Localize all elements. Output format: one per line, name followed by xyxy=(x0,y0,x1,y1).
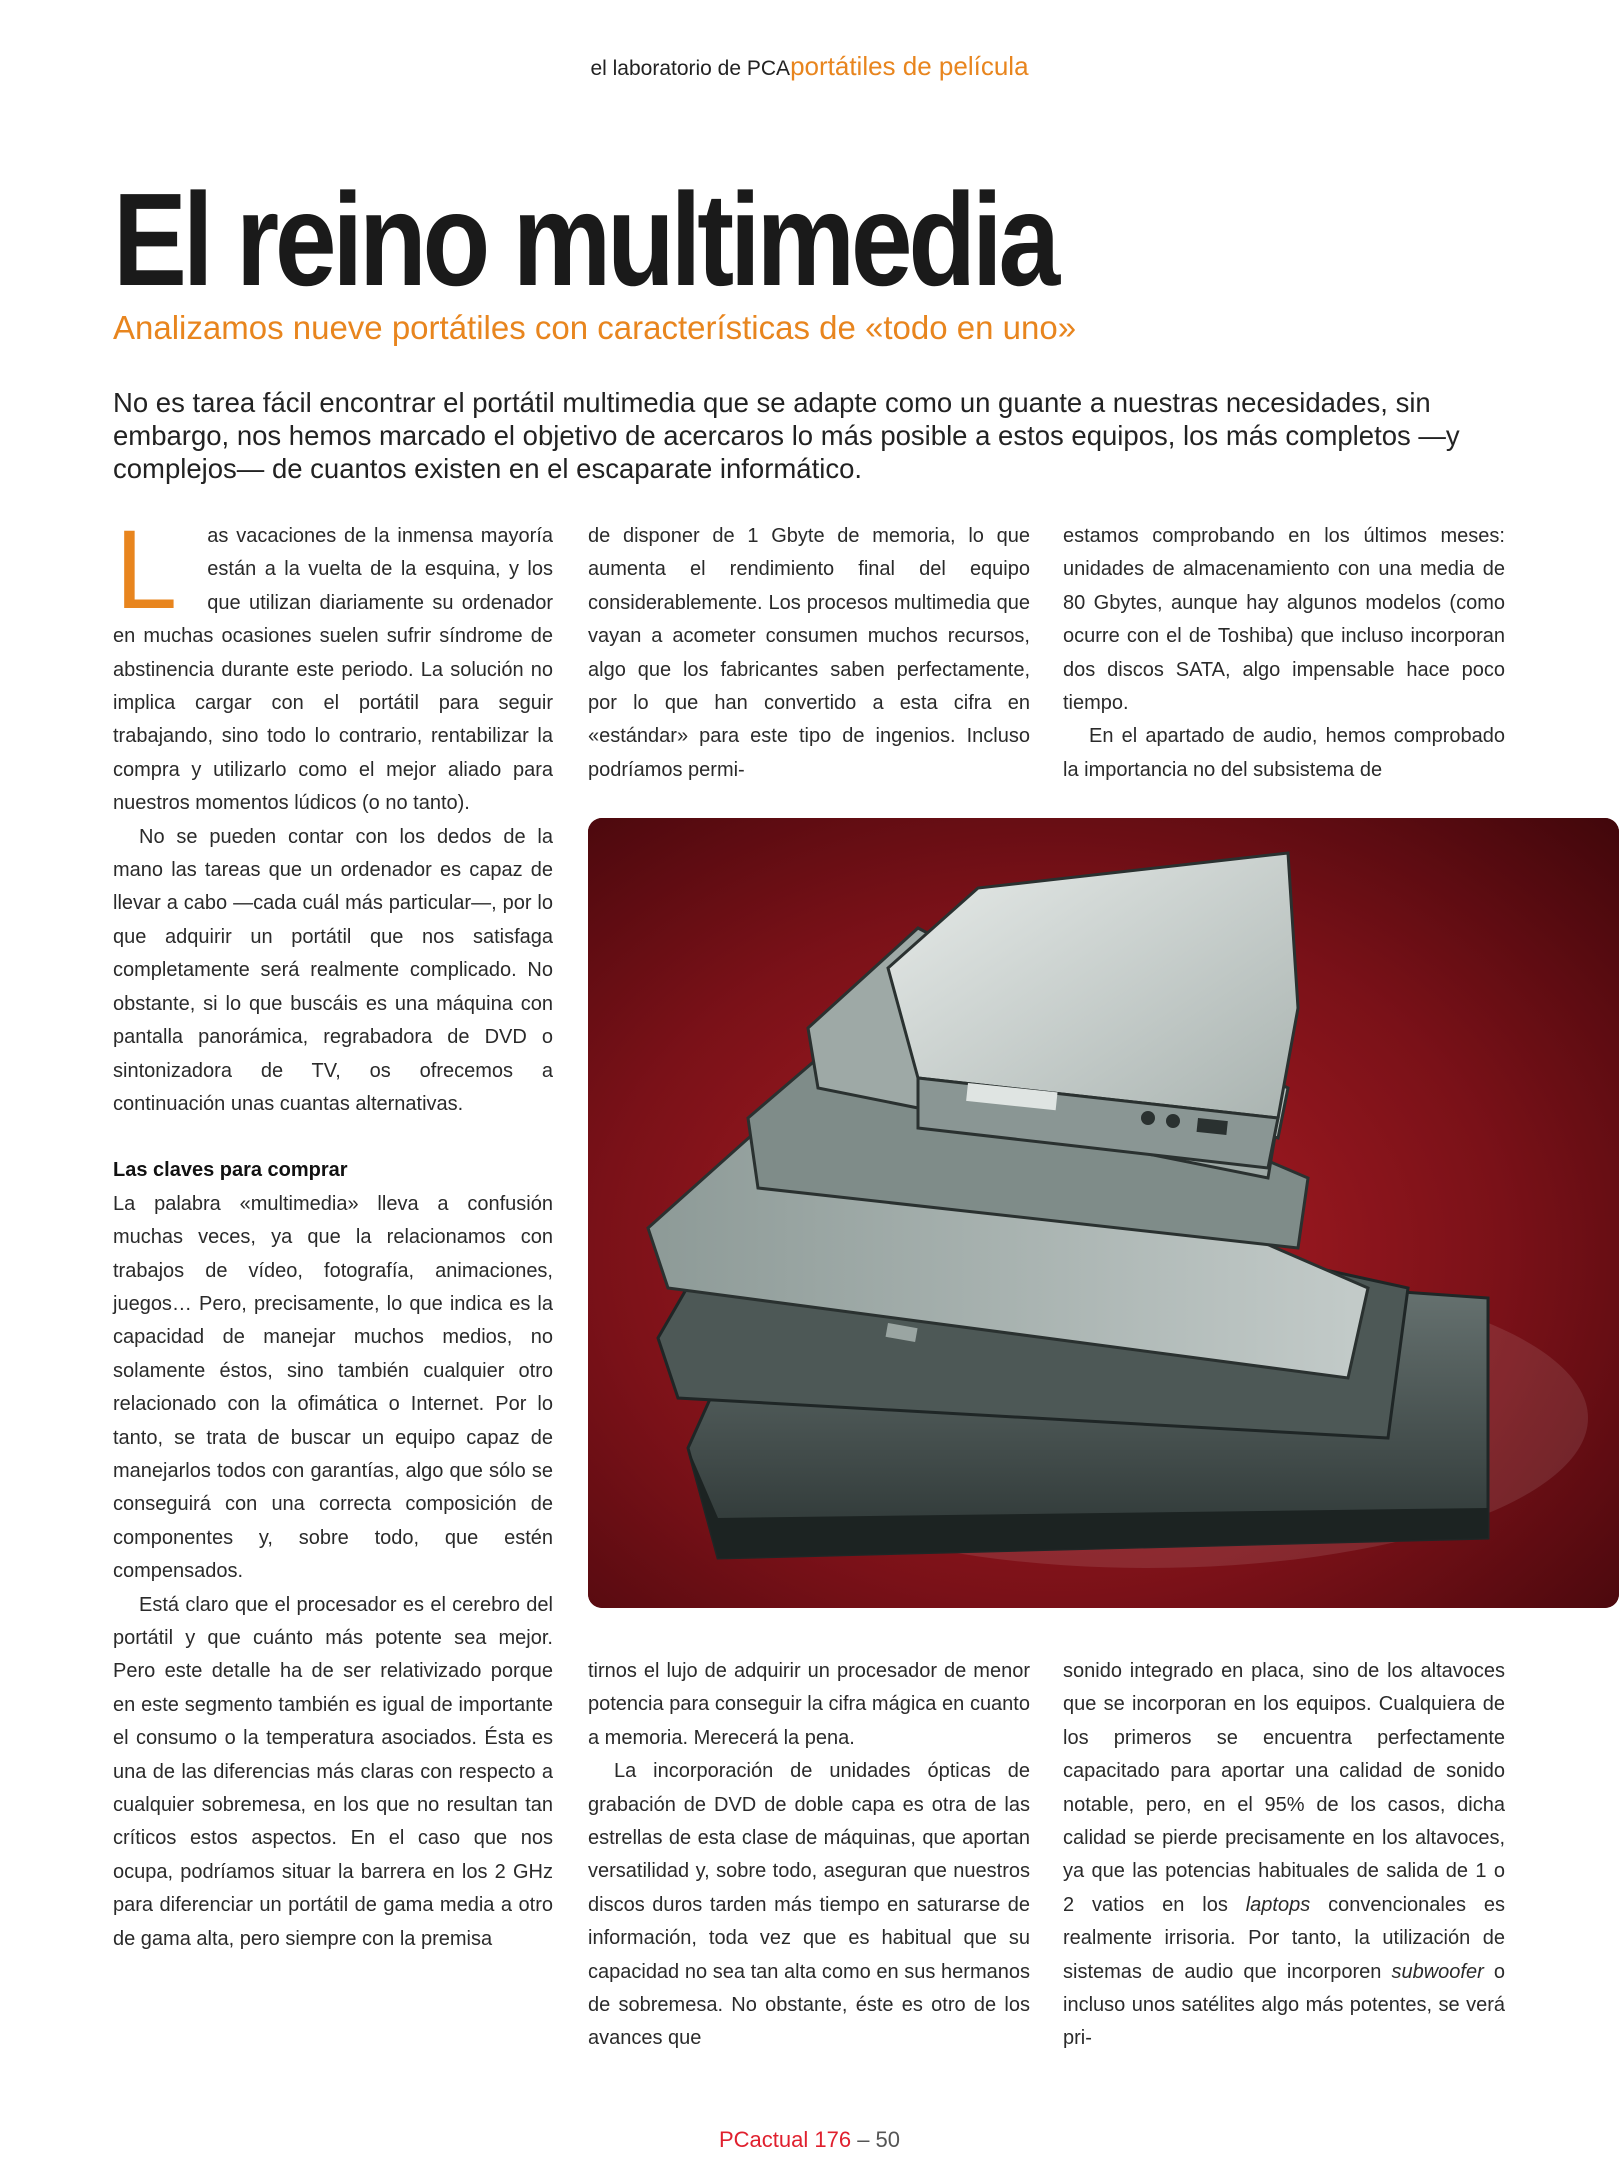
paragraph: estamos comprobando en los últimos meses: unidades de almacenamiento con una media de 80 Gbytes, aunque hay algunos modelos (como ocurre con el de Toshiba) que incluso incorporan dos discos SATA, algo impensable hace poco tiempo. xyxy=(1063,525,1505,715)
paragraph-intro xyxy=(113,507,553,821)
paragraph: La incorporación de unidades ópticas de grabación de DVD de doble capa es otra de las estrellas de esta clase de máquinas, que aportan versatilidad y, sobre todo, aseguran que nuestros discos duros tarden más tiempo en saturarse de información, toda vez que es habitual que su capacidad no sea tan alta como en sus hermanos de sobremesa. No obstante, éste es otro de los avances que xyxy=(588,1760,1030,2050)
column-2-top xyxy=(588,520,1030,787)
article-title: El reino multimedia xyxy=(113,166,1056,313)
drop-cap: L xyxy=(115,507,178,632)
magazine-section: el laboratorio de PCA xyxy=(590,57,791,80)
paragraph: No se pueden contar con los dedos de la mano las tareas que un ordenador es capaz de llevar a cabo —cada cuál más particular—, por lo que adquirir un portátil que nos satisfaga completamente será realmente complicado. No obstante, si lo que buscáis es una máquina con pantalla panorámica, regrabadora de DVD o sintonizadora de TV, os ofrecemos a continuación unas cuantas alternativas. xyxy=(113,825,553,1115)
column-2-bottom xyxy=(588,1655,1030,2056)
article-subtitle: Analizamos nueve portátiles con características de «todo en uno» xyxy=(113,309,1077,346)
column-1 xyxy=(113,507,553,1956)
paragraph: La palabra «multimedia» lleva a confusión muchas veces, ya que la relacionamos con trabajos de vídeo, fotografía, animaciones, juegos… Pero, precisamente, lo que indica es la capacidad de manejar muchos medios, no solamente éstos, sino también cualquier otro relacionado con la ofimática o Internet. Por lo tanto, se trata de buscar un equipo capaz de manejarlos todos con garantías, algo que sólo se conseguirá con una correcta composición de componentes y, sobre todo, que estén compensados. xyxy=(113,1192,553,1583)
laptops-photo xyxy=(588,818,1619,1608)
footer-brand: PCactual 176 xyxy=(718,2127,852,2152)
running-header xyxy=(0,48,1619,87)
text-run: o incluso unos satélites algo más potentes, se verá pri- xyxy=(1063,1960,1505,2050)
paragraph: tirnos el lujo de adquirir un procesador de menor potencia para conseguir la cifra mágica en cuanto a memoria. Merecerá la pena. xyxy=(588,1660,1030,1749)
italic-term: laptops xyxy=(1245,1893,1311,1916)
italic-term: subwoofer xyxy=(1391,1960,1484,1983)
column-3-top xyxy=(1063,520,1505,787)
paragraph: de disponer de 1 Gbyte de memoria, lo que aumenta el rendimiento final del equipo considerablemente. Los procesos multimedia que vayan a acometer consumen muchos recursos, algo que los fabricantes saben perfectamente, por lo que han convertido a esta cifra en «estándar» para este tipo de ingenios. Incluso podríamos permi- xyxy=(588,525,1030,781)
paragraph: En el apartado de audio, hemos comprobado la importancia no del subsistema de xyxy=(1063,725,1505,781)
text-run: convencionales es realmente irrisoria. Por tanto, la utilización de sistemas de audio que incorporen xyxy=(1063,1893,1505,1983)
page-footer xyxy=(0,2125,1619,2155)
page-number: – 50 xyxy=(857,2127,901,2152)
article-lead: No es tarea fácil encontrar el portátil multimedia que se adapte como un guante a nuestras necesidades, sin embargo, nos hemos marcado el objetivo de acercaros lo más posible a estos equipos, los más completos —y complejos— de cuantos existen en el escaparate informático. xyxy=(113,387,1460,484)
section-title: portátiles de película xyxy=(790,51,1029,81)
paragraph: Está claro que el procesador es el cerebro del portátil y que cuánto más potente sea mejor. Pero este detalle ha de ser relativizado porque en este segmento también es igual de importante el consumo o la temperatura asociados. Ésta es una de las diferencias más claras con respecto a cualquier sobremesa, en los que no resultan tan críticos estos aspectos. En el caso que nos ocupa, podríamos situar la barrera en los 2 GHz para diferenciar un portátil de gama media a otro de gama alta, pero siempre con la premisa xyxy=(113,1593,553,1950)
text-run: sonido integrado en placa, sino de los altavoces que se incorporan en los equipos. Cualquiera de los primeros se encuentra perfectamente capacitado para aportar una calidad de sonido notable, pero, en el 95% de los casos, dicha calidad se pierde precisamente en los altavoces, ya que las potencias habituales de salida de 1 o 2 vatios en los xyxy=(1063,1660,1505,1916)
column-3-bottom xyxy=(1063,1655,1505,2056)
intro-text: as vacaciones de la inmensa mayoría están a la vuelta de la esquina, y los que utilizan diariamente su ordenador en muchas ocasiones suelen sufrir síndrome de abstinencia durante este periodo. La solución no implica cargar con el portátil para seguir trabajando, sino todo lo contrario, rentabilizar la compra y utilizarlo como el mejor aliado para nuestros momentos lúdicos (o no tanto). xyxy=(113,525,553,815)
section-heading: Las claves para comprar xyxy=(113,1159,348,1182)
paragraph xyxy=(1063,1655,1505,2056)
laptop-stack-illustration xyxy=(588,818,1619,1608)
